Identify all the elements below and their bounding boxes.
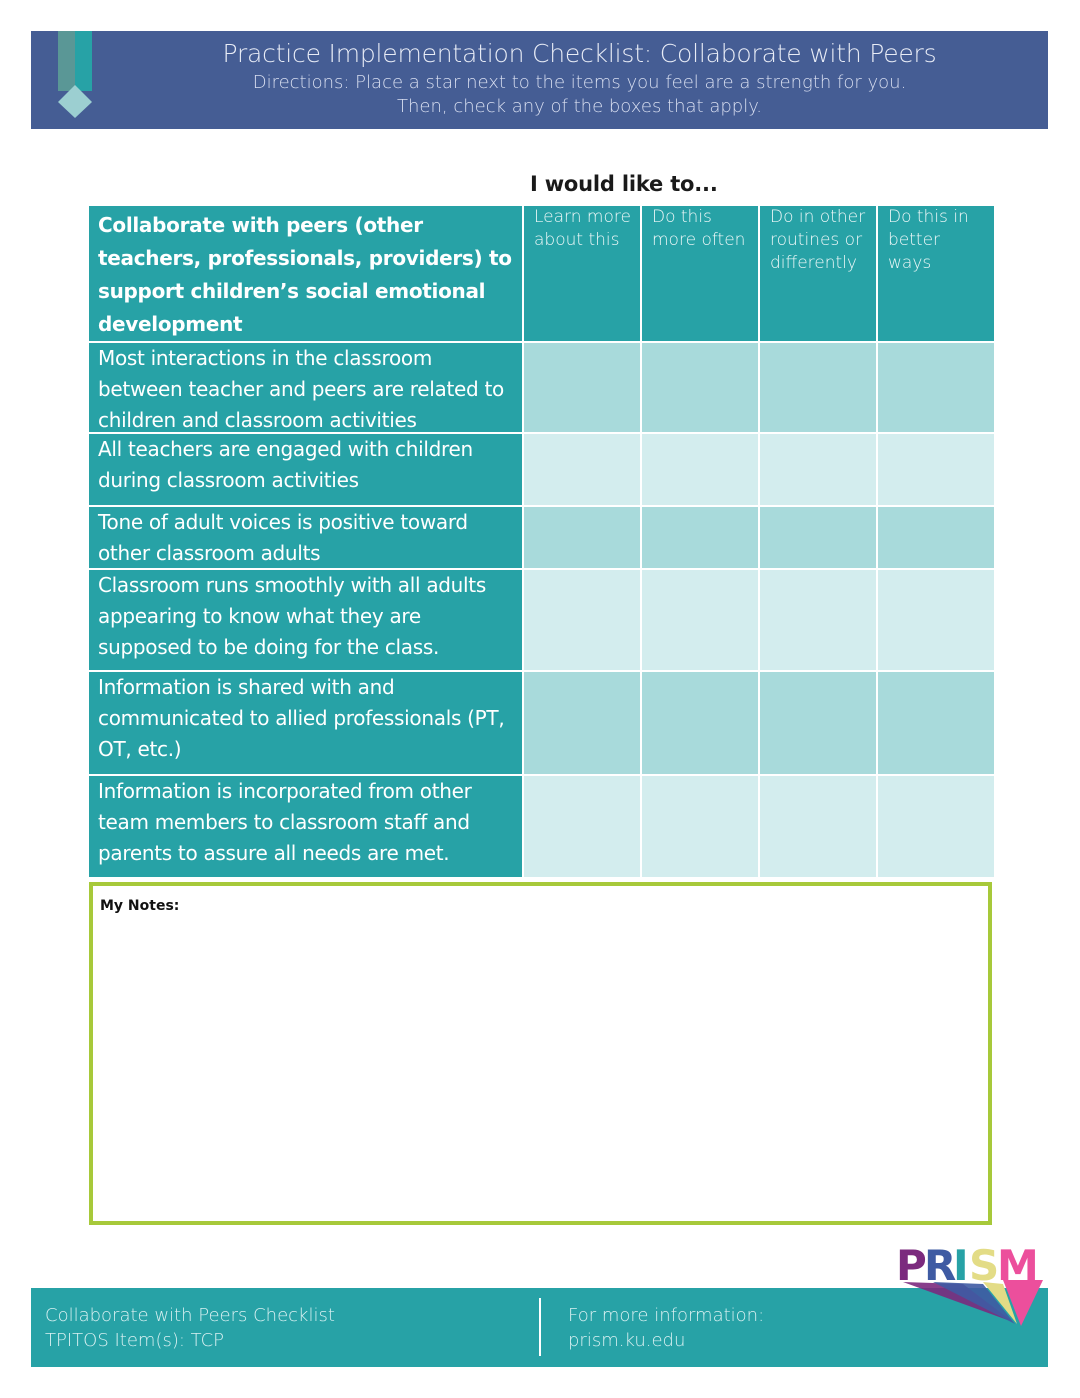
- notes-input[interactable]: [99, 920, 982, 1215]
- column-header-learn-more: Learn more about this: [524, 206, 640, 341]
- directions-line-2: Then, check any of the boxes that apply.: [396, 96, 763, 117]
- row-label: Information is shared with and communicated to allied professionals (PT, OT, etc.): [89, 672, 522, 774]
- svg-text:P: P: [896, 1241, 927, 1290]
- footer-document-info: [45, 1303, 335, 1353]
- column-group-label: I would like to...: [530, 172, 718, 196]
- row-label: Tone of adult voices is positive toward other classroom adults: [89, 507, 522, 568]
- checkbox-cell[interactable]: [878, 776, 994, 877]
- checkbox-cell[interactable]: [760, 570, 876, 670]
- checkbox-cell[interactable]: [642, 507, 758, 568]
- ribbon-bookmark-icon: [58, 31, 92, 118]
- checkbox-cell[interactable]: [642, 776, 758, 877]
- header-text: [111, 37, 1048, 119]
- svg-text:M: M: [997, 1241, 1039, 1290]
- checkbox-cell[interactable]: [878, 434, 994, 505]
- checkbox-cell[interactable]: [524, 570, 640, 670]
- footer-contact-info: [568, 1303, 764, 1353]
- checkbox-cell[interactable]: [760, 434, 876, 505]
- checkbox-cell[interactable]: [760, 507, 876, 568]
- footer-website-link[interactable]: prism.ku.edu: [568, 1330, 686, 1351]
- footer-checklist-name: Collaborate with Peers Checklist: [45, 1305, 335, 1326]
- checkbox-cell[interactable]: [878, 507, 994, 568]
- notes-label: My Notes:: [100, 898, 180, 914]
- footer-divider: [539, 1298, 541, 1356]
- svg-text:R: R: [924, 1241, 957, 1290]
- column-header-better-ways: Do this in better ways: [878, 206, 994, 341]
- row-label: Most interactions in the classroom between teacher and peers are related to children and classroom activities: [89, 343, 522, 432]
- checkbox-cell[interactable]: [642, 672, 758, 774]
- checkbox-cell[interactable]: [642, 434, 758, 505]
- checklist-table: [89, 206, 992, 877]
- column-header-other-routines: Do in other routines or differently: [760, 206, 876, 341]
- row-label: All teachers are engaged with children during classroom activities: [89, 434, 522, 505]
- footer-tpitos-items: TPITOS Item(s): TCP: [45, 1330, 225, 1351]
- column-header-more-often: Do this more often: [642, 206, 758, 341]
- checkbox-cell[interactable]: [524, 434, 640, 505]
- checkbox-cell[interactable]: [642, 343, 758, 432]
- prism-logo-icon: [893, 1240, 1053, 1330]
- checkbox-cell[interactable]: [642, 570, 758, 670]
- page-title: Practice Implementation Checklist: Collaborate with Peers: [222, 39, 937, 68]
- checkbox-cell[interactable]: [760, 776, 876, 877]
- checkbox-cell[interactable]: [760, 343, 876, 432]
- table-main-header: Collaborate with peers (other teachers, professionals, providers) to support children’s social emotional development: [89, 206, 522, 341]
- checkbox-cell[interactable]: [524, 507, 640, 568]
- notes-box: [89, 882, 992, 1225]
- checkbox-cell[interactable]: [878, 672, 994, 774]
- header-banner: [31, 31, 1048, 129]
- checkbox-cell[interactable]: [878, 570, 994, 670]
- svg-text:I: I: [953, 1241, 969, 1290]
- directions-line-1: Directions: Place a star next to the items you feel are a strength for you.: [252, 72, 907, 93]
- svg-text:S: S: [969, 1241, 1000, 1290]
- footer-more-info-label: For more information:: [568, 1305, 765, 1326]
- row-label: Information is incorporated from other team members to classroom staff and parents to assure all needs are met.: [89, 776, 522, 877]
- checkbox-cell[interactable]: [878, 343, 994, 432]
- checkbox-cell[interactable]: [524, 672, 640, 774]
- checkbox-cell[interactable]: [524, 343, 640, 432]
- row-label: Classroom runs smoothly with all adults appearing to know what they are supposed to be doing for the class.: [89, 570, 522, 670]
- checkbox-cell[interactable]: [524, 776, 640, 877]
- checkbox-cell[interactable]: [760, 672, 876, 774]
